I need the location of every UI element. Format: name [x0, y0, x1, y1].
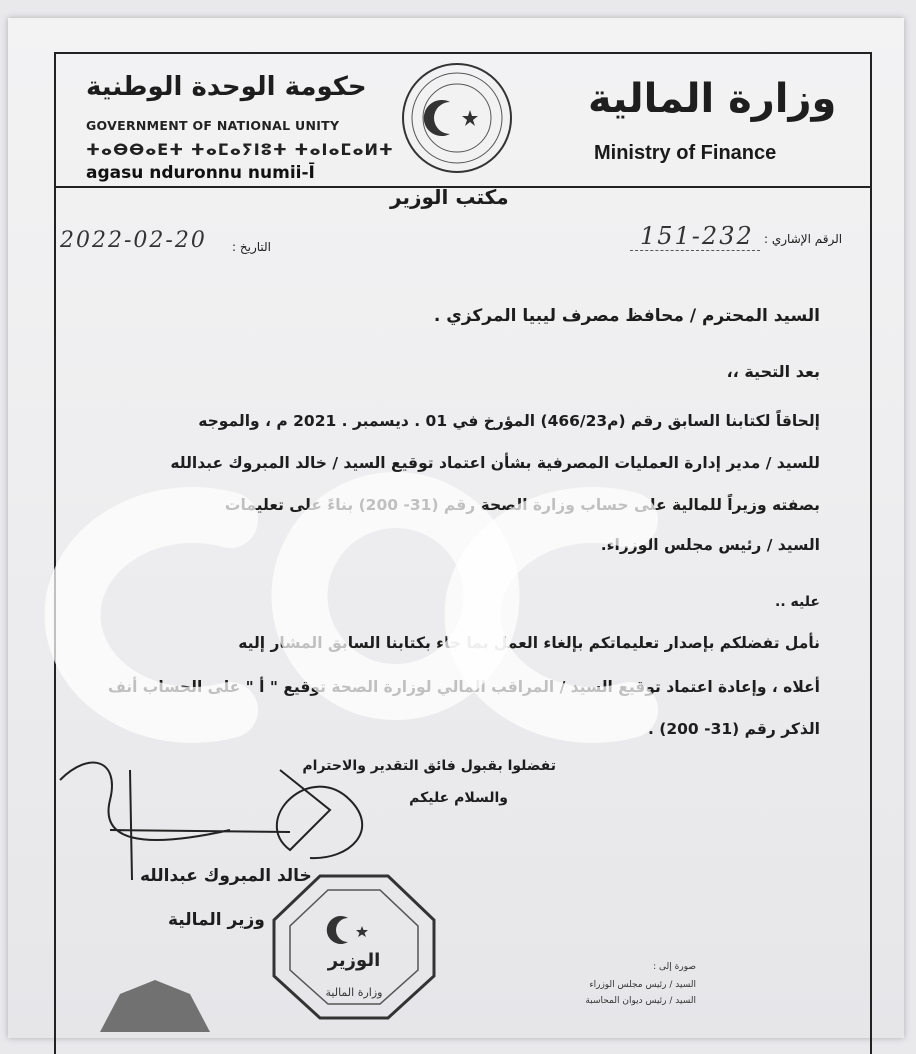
cc-item: السيد / رئيس ديوان المحاسبة [585, 996, 696, 1006]
closing-salutation: والسلام عليكم [409, 790, 508, 806]
government-name-english: GOVERNMENT OF NATIONAL UNITY [86, 118, 340, 133]
minister-stamp-icon [270, 872, 438, 1022]
addressee: السيد المحترم / محافظ مصرف ليبيا المركزي . [433, 306, 820, 326]
stamp-bottom-text: وزارة المالية [325, 986, 383, 999]
date-label: التاريخ : [232, 240, 272, 254]
crescent-star-seal-icon [392, 60, 522, 180]
closing-regards: تفضلوا بقبول فائق التقدير والاحترام [302, 758, 556, 774]
reference-number: 151-232 [640, 222, 754, 250]
minister-office-label: مكتب الوزير [390, 185, 509, 209]
signer-name: خالد المبروك عبدالله [140, 866, 312, 886]
request-line: نأمل تفضلكم بإصدار تعليماتكم بإلغاء العمل بما جاء بكتابنا السابق المشار إليه [238, 634, 820, 652]
cc-heading: صورة إلى : [653, 962, 696, 972]
ministry-name-arabic: وزارة المالية [588, 76, 837, 122]
government-name-arabic: حكومة الوحدة الوطنية [86, 72, 367, 102]
government-name-amazigh-latin: agasu nduronnu numii-Ī [86, 163, 315, 183]
body-line: إلحاقاً لكتابنا السابق رقم (م466/23) المؤرخ في 01 . ديسمبر . 2021 م ، والموجه [198, 412, 820, 430]
date-value: 2022-02-20 [60, 228, 207, 253]
body-line: للسيد / مدير إدارة العمليات المصرفية بشأن اعتماد توقيع السيد / خالد المبروك عبدالله [170, 454, 820, 472]
body-line: بصفته وزيراً للمالية على حساب وزارة الصحة رقم (31- 200) بناءً على تعليمات [224, 496, 820, 514]
watermark-overlay [0, 460, 916, 760]
reference-underline [630, 250, 760, 251]
ministry-name-english: Ministry of Finance [594, 142, 777, 164]
cc-item: السيد / رئيس مجلس الوزراء [589, 980, 696, 990]
reference-label: الرقم الإشاري : [764, 232, 843, 246]
signer-title: وزير المالية [168, 910, 265, 930]
request-line: الذكر رقم (31- 200) . [647, 720, 820, 738]
partial-stamp-impression [90, 972, 220, 1032]
stamp-center-text: الوزير [327, 950, 381, 971]
government-name-tifinagh: ⵜⴰⴱⴱⴰⴹⵜ ⵜⴰⵎⴰⵢⵏⵓⵜ ⵜⴰⵏⴰⵎⴰⵍⵜ [86, 140, 394, 159]
greeting: بعد التحية ،، [726, 362, 820, 381]
therefore-label: عليه .. [775, 594, 820, 610]
body-line: السيد / رئيس مجلس الوزراء. [600, 536, 820, 554]
request-line: أعلاه ، وإعادة اعتماد توقيع السيد / المراقب المالي لوزارة الصحة توقيع " أ " على الحساب أنف [107, 678, 820, 696]
